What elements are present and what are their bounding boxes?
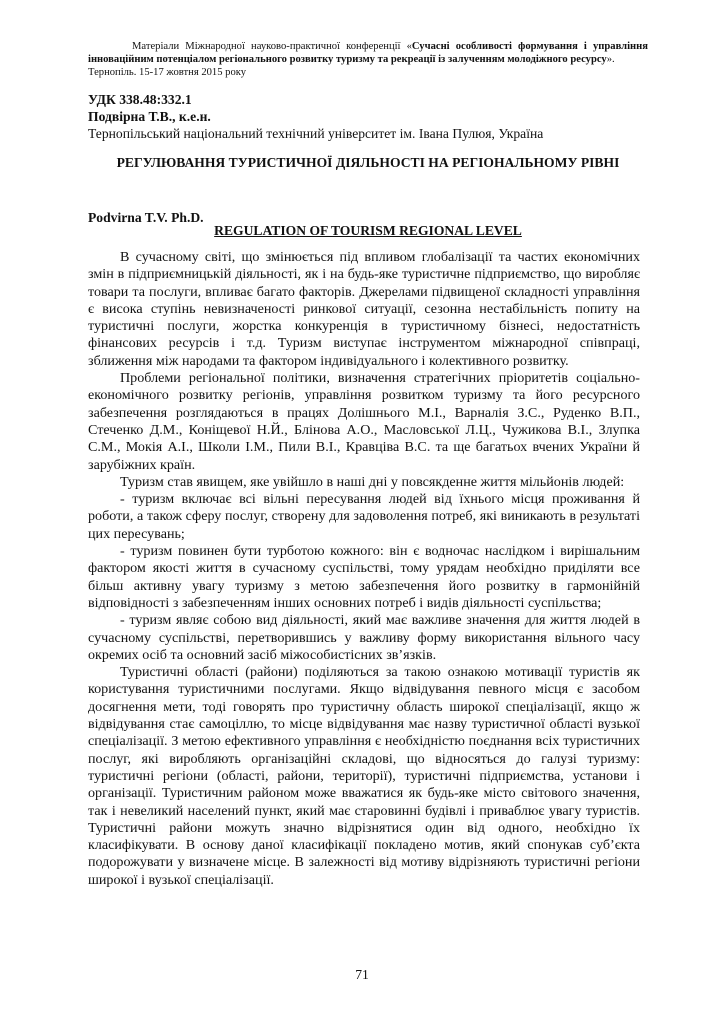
conference-name: Сучасні особливості формування і управління інноваційним потенціалом регіонального розвитку туризму та рекреації із залученням молодіжного ресурсу: [88, 41, 648, 65]
author-ua: Подвірна Т.В., к.е.н.: [88, 109, 211, 124]
page-number: 71: [355, 967, 369, 982]
list-item: - туризм повинен бути турботою кожного: він є водночас наслідком і вирішальним фактором якості життя в сучасному суспільстві, тому урядам необхідно приділяти все більш активну увагу туризму з метою забезпечення його розвитку в гармонійній відповідності з забезпеченням інших основних потреб і видів діяльності суспільства;: [88, 543, 640, 611]
conference-location-date: Тернопіль. 15-17 жовтня 2015 року: [88, 67, 247, 78]
list-item: - туризм включає всі вільні пересування людей від їхнього місця проживання й роботи, а також сферу послуг, створену для задоволення потреб, які виникають в результаті цих пересувань;: [88, 491, 640, 542]
paragraph: Туризм став явищем, яке увійшло в наші дні у повсякденне життя мільйонів людей:: [120, 473, 625, 490]
conference-header: [88, 40, 648, 79]
paragraph: Туристичні області (райони) поділяються за такою ознакою мотивації туристів як користування туристичними послугами. Якщо відвідування певного місця є засобом досягнення мети, тоді говорять про туристичну область широкої спеціалізації, якщо ж відвідування стає самоціллю, то місце відвідування має назву туристичної області вузької спеціалізації. З метою ефективного управління є необхідністю поєднання всіх туристичних послуг, які виробляють організаційні складові, що відносяться до галузі туризму: туристичні регіони (області, райони, території), туристичні підприємства, установи і організації. Туристичним районом може вважатися як будь-яке місто світового значення, так і невеликий населений пункт, який має старовинні будівлі і приваблює увагу туристів. Туристичні райони можуть значно відрізнятися один від одного, необхідно їх класифікувати. В основу даної класифікації покладено мотив, який спонукав суб’єкта подорожувати у визначене місце. В залежності від мотиву відрізняють туристичні регіони широкої і вузької спеціалізації.: [88, 664, 640, 888]
title-ukrainian: РЕГУЛЮВАННЯ ТУРИСТИЧНОЇ ДІЯЛЬНОСТІ НА РЕГІОНАЛЬНОМУ РІВНІ: [116, 155, 620, 170]
list-item: - туризм являє собою вид діяльності, який має важливе значення для життя людей в сучасному суспільстві, перетворившись у важливу форму використання вільного часу окремих осіб та основний засіб міжособистісних зв’язків.: [88, 612, 640, 663]
title-english: REGULATION OF TOURISM REGIONAL LEVEL: [214, 223, 522, 238]
article-meta: [88, 91, 648, 142]
affiliation: Тернопільський національний технічний університет ім. Івана Пулюя, Україна: [88, 126, 544, 141]
udc-code: УДК 338.48:332.1: [88, 92, 192, 107]
header-prefix: Матеріали Міжнародної науково-практичної конференції «: [132, 41, 412, 52]
paragraph: Проблеми регіональної політики, визначення стратегічних пріоритетів соціально-економічного розвитку регіонів, управління розвитком туризму та його ресурсного забезпечення розглядаються в працях Долішнього М.І., Варналія З.С., Руденко В.П., Стеченко Д.М., Коніщевої Н.Й., Блінова А.О., Масловської Л.Ц., Чужикова В.І., Злупка С.М., Мокія А.І., Школи І.М., Пили В.І., Кравціва В.С. та ще багатьох вчених України й зарубіжних країн.: [88, 370, 640, 473]
header-suffix: ».: [606, 54, 615, 65]
author-english: Podvirna T.V. Ph.D.: [88, 210, 204, 225]
paragraph: В сучасному світі, що змінюється під впливом глобалізації та частих економічних змін в підприємницькій діяльності, як і на будь-яке туристичне підприємство, що виробляє товари та послуги, впливає багато факторів. Джерелами підвищеної складності управління є висока ступінь невизначеності ринкової ситуації, сезонна нестабільність попиту на туристичні послуги, жорстка конкуренція в туристичному бізнесі, недостатність фінансових ресурсів і т.д. Туризм виступає інструментом міжнародної співпраці, зближення між народами та фактором індивідуального і колективного розвитку.: [88, 249, 640, 369]
article-body: [88, 249, 640, 889]
